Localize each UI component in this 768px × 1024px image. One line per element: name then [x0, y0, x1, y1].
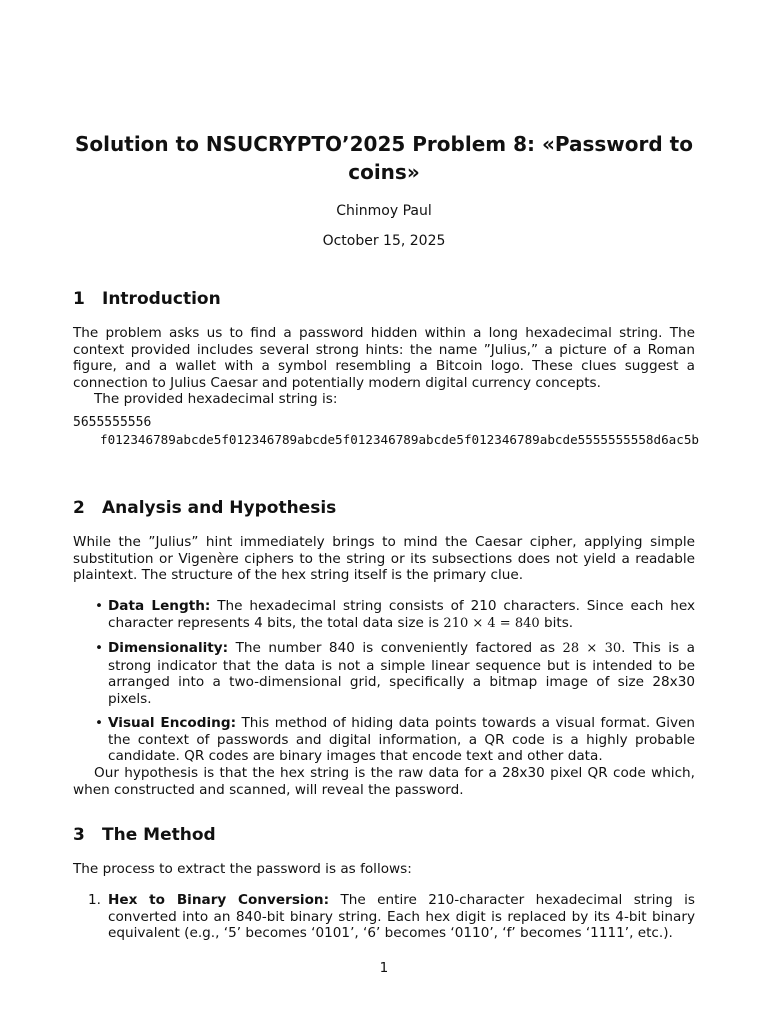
intro-paragraph-1: The problem asks us to find a password hidden within a long hexadecimal string. The context provided includes several strong hints: the name ”Julius,” a picture of a Roman figure, and a wallet with a symbol resembling a Bitcoin logo. These clues suggest a connection to Julius Caesar and potentially modern digital currency concepts.	[73, 325, 695, 391]
analysis-paragraph-1: While the ”Julius” hint immediately brings to mind the Caesar cipher, applying simple substitution or Vigenère ciphers to the string or its subsections does not yield a readable plaintext. The structure of the hex string itself is the primary clue.	[73, 534, 695, 583]
section-number: 1	[73, 289, 85, 309]
bullet-marker: •	[95, 715, 104, 731]
section-heading-introduction	[73, 288, 221, 310]
step-label: Hex to Binary Conversion:	[108, 892, 330, 908]
author-name: Chinmoy Paul	[336, 203, 432, 219]
section-heading-method	[73, 824, 216, 846]
paper-page	[73, 0, 699, 1024]
bullet-data-length	[73, 598, 695, 632]
step-text: The entire 210-character hexadecimal string is converted into an 840-bit binary string. Each hex digit is replaced by its 4-bit binary equivalent (e.g., ‘5’ becomes ‘0101’, ‘6’ becomes ‘0110’, ‘f’ becomes ‘1111’, etc.).	[108, 892, 695, 941]
analysis-paragraph-2: Our hypothesis is that the hex string is the raw data for a 28x30 pixel QR code which, when constructed and scanned, will reveal the password.	[73, 765, 695, 798]
section-heading-analysis	[73, 497, 336, 519]
bullet-marker: •	[95, 598, 104, 614]
bullet-math: 28 × 30	[562, 641, 622, 656]
method-step-list	[73, 892, 695, 950]
bullet-label: Data Length:	[108, 598, 211, 614]
bullet-label: Dimensionality:	[108, 640, 229, 656]
section-number: 3	[73, 825, 85, 845]
bullet-text: The number 840 is conveniently factored as	[235, 640, 563, 656]
step-hex-to-binary	[73, 892, 695, 942]
section-number: 2	[73, 498, 85, 518]
page-number: 1	[379, 960, 389, 976]
hex-string-line-1: 5655555556	[73, 415, 152, 430]
bullet-dimensionality	[73, 640, 695, 707]
step-marker: 1.	[88, 892, 101, 908]
intro-paragraph-2: The provided hexadecimal string is:	[94, 391, 338, 407]
hex-string-line-2: f012346789abcde5f012346789abcde5f012346789abcde5f012346789abcde5555555558d6ac5b	[100, 432, 699, 447]
bullet-label: Visual Encoding:	[108, 715, 237, 731]
bullet-marker: •	[95, 640, 104, 656]
analysis-bullet-list	[73, 598, 695, 773]
bullet-visual-encoding	[73, 715, 695, 765]
paper-title: Solution to NSUCRYPTO’2025 Problem 8: «Password to coins»	[75, 132, 693, 184]
section-title: Analysis and Hypothesis	[102, 498, 337, 518]
bullet-text-end: . This is a strong indicator that the data is not a simple linear sequence but is intended to be arranged into a two-dimensional grid, specifically a bitmap image of size 28x30 pixels.	[108, 640, 695, 707]
paper-date: October 15, 2025	[322, 233, 446, 249]
bullet-math: 210 × 4 = 840	[443, 615, 540, 631]
section-title: Introduction	[102, 289, 221, 309]
method-paragraph-1: The process to extract the password is as follows:	[73, 861, 412, 877]
bullet-text: The hexadecimal string consists of 210 characters. Since each hex character represents 4 bits, the total data size is	[108, 598, 696, 631]
bullet-text: This method of hiding data points towards a visual format. Given the context of passwords and digital information, a QR code is a highly probable candidate. QR codes are binary images that encode text and other data.	[108, 715, 695, 764]
bullet-text-end: bits.	[539, 614, 574, 631]
section-title: The Method	[102, 825, 216, 845]
